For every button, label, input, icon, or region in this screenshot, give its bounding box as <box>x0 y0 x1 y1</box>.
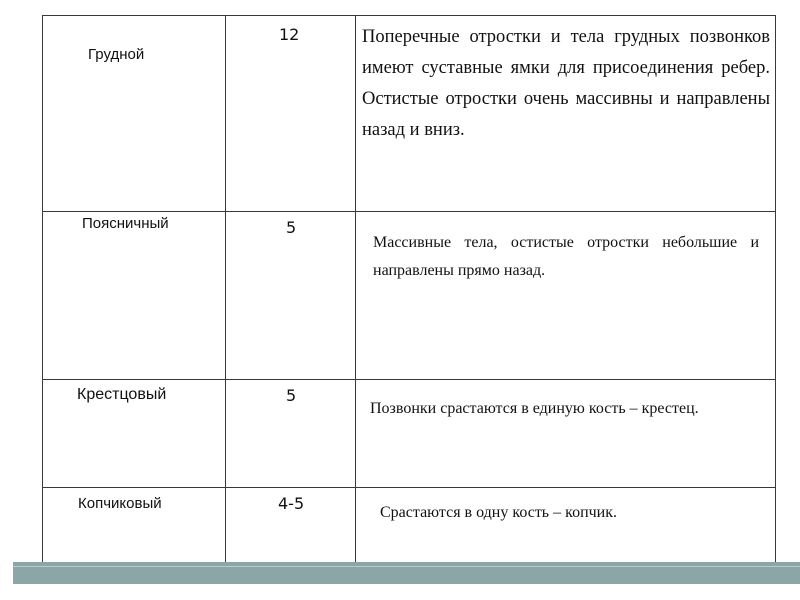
row-divider <box>43 211 775 212</box>
row-description-lumbar: Массивные тела, остистые отростки небольшие и направлены прямо назад. <box>373 234 759 279</box>
footer-band-highlight <box>13 566 800 567</box>
column-divider <box>355 16 356 567</box>
row-name-lumbar: Поясничный <box>82 215 169 232</box>
row-count-lumbar: 5 <box>286 218 297 237</box>
vertebrae-table <box>42 15 776 568</box>
row-count-sacral: 5 <box>286 386 297 405</box>
row-name-coccygeal: Копчиковый <box>78 495 162 512</box>
footer-band <box>13 562 800 584</box>
column-divider <box>225 16 226 567</box>
row-divider <box>43 379 775 380</box>
row-name-thoracic: Грудной <box>88 46 145 63</box>
row-description-sacral: Позвонки срастаются в единую кость – крестец. <box>370 400 699 417</box>
row-count-thoracic: 12 <box>279 25 300 44</box>
row-name-sacral: Крестцовый <box>77 386 167 403</box>
row-description-coccygeal: Срастаются в одну кость – копчик. <box>380 504 618 521</box>
row-description-thoracic: Поперечные отростки и тела грудных позвонков имеют суставные ямки для присоединения ребер. Остистые отростки очень массивны и направлены назад и вниз. <box>362 27 770 140</box>
row-count-coccygeal: 4-5 <box>278 494 305 513</box>
row-divider <box>43 487 775 488</box>
